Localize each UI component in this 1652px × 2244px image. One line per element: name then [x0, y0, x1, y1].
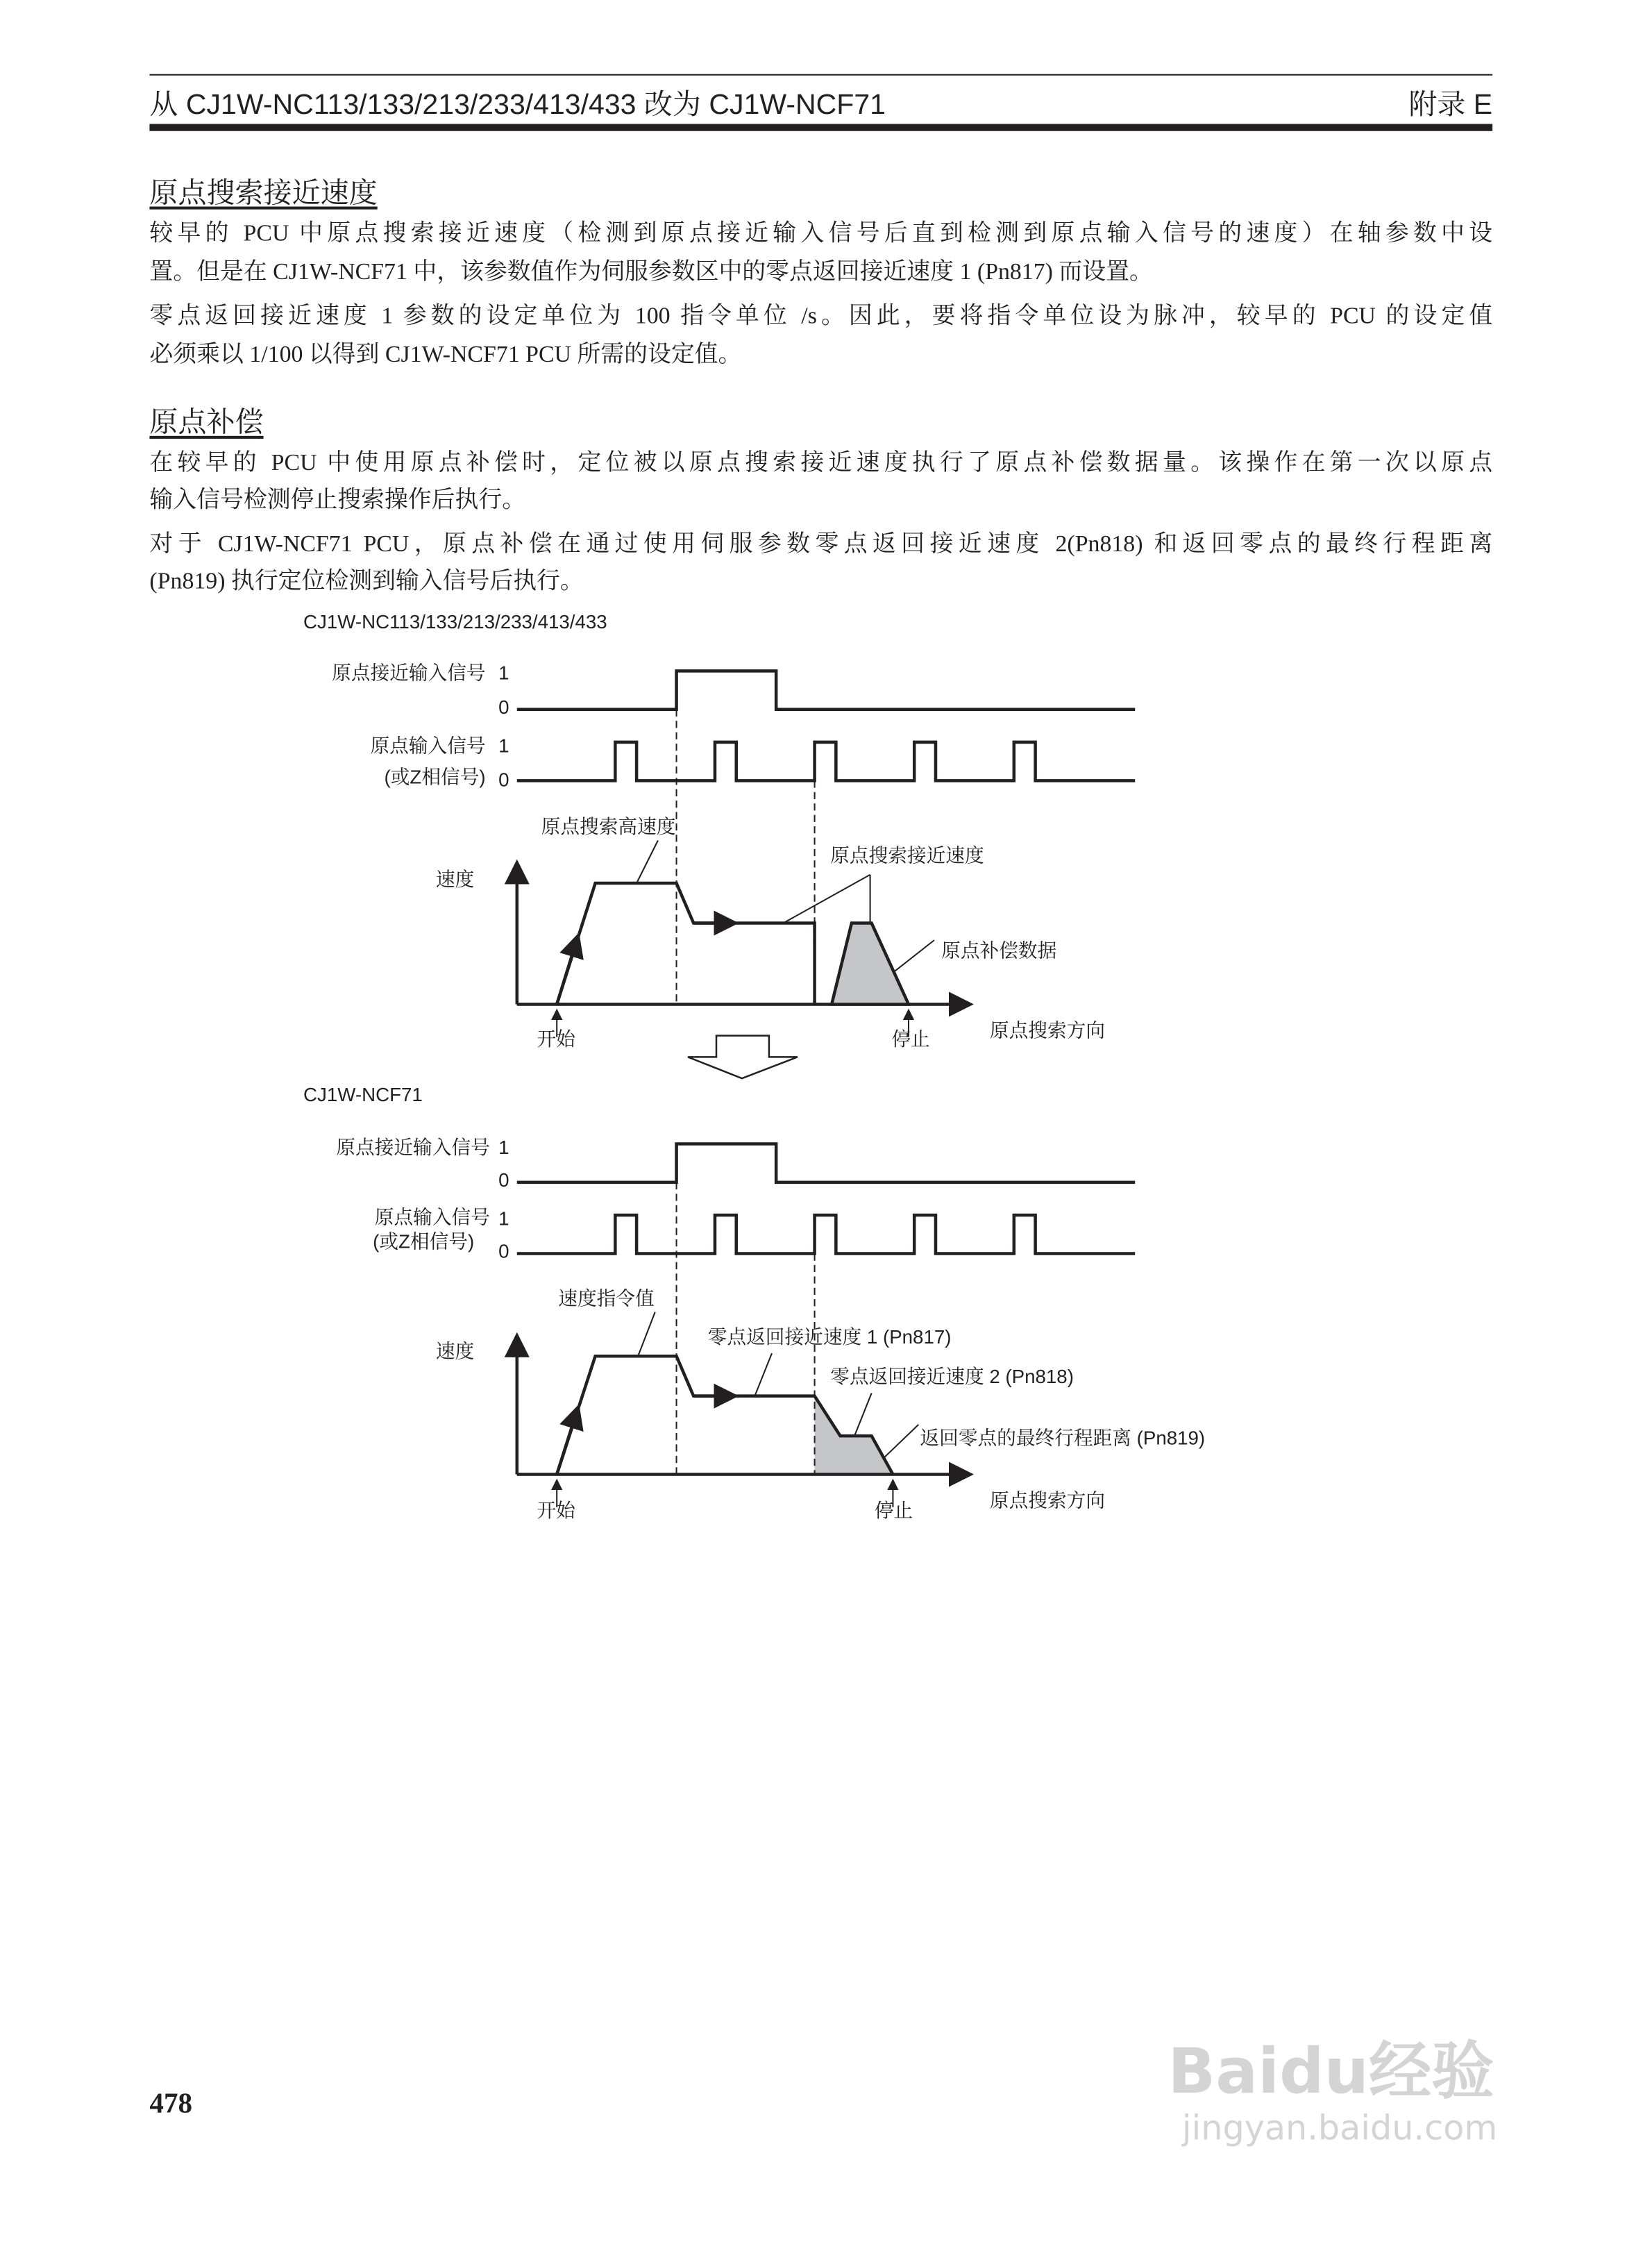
level-0: 0 [498, 769, 509, 791]
label-stop: 停止 [891, 1028, 930, 1050]
label-direction: 原点搜索方向 [989, 1489, 1106, 1512]
label-compensation: 原点补偿数据 [941, 939, 1057, 962]
label-start: 开始 [537, 1028, 575, 1050]
header-title: 从 CJ1W-NC113/133/213/233/413/433 改为 CJ1W-NCF71 [149, 90, 886, 122]
header-section: 附录 E [1408, 90, 1493, 122]
paragraph-line: 输入信号检测停止搜索操作后执行。 [149, 485, 526, 513]
label-speed: 速度 [435, 1340, 475, 1362]
label-speed: 速度 [435, 869, 475, 891]
label-origin-signal: 原点输入信号 [370, 735, 486, 757]
label-start: 开始 [537, 1500, 575, 1522]
label-pn817: 零点返回接近速度 1 (Pn817) [707, 1325, 952, 1348]
label-high-speed: 原点搜索高速度 [541, 816, 676, 838]
diagram2-title: CJ1W-NCF71 [303, 1083, 423, 1105]
label-direction: 原点搜索方向 [989, 1019, 1106, 1041]
paragraph-line: 较早的 PCU 中原点搜索接近速度（检测到原点接近输入信号后直到检测到原点输入信号的速度）在轴参数中设 [149, 219, 1493, 246]
heading-origin-compensation: 原点补偿 [149, 407, 264, 439]
paragraph-line: 在较早的 PCU 中使用原点补偿时，定位被以原点搜索接近速度执行了原点补偿数据量。该操作在第一次以原点 [149, 449, 1493, 476]
diagram1-title: CJ1W-NC113/133/213/233/413/433 [303, 610, 607, 633]
paragraph-line: (Pn819) 执行定位检测到输入信号后执行。 [149, 567, 584, 594]
speed-profile-1 [557, 883, 814, 1004]
level-0: 0 [498, 1169, 509, 1191]
label-z-phase: (或Z相信号) [384, 766, 486, 788]
label-proximity-signal: 原点接近输入信号 [332, 662, 486, 684]
level-1: 1 [498, 662, 509, 684]
level-0: 0 [498, 1240, 509, 1262]
down-arrow-icon [688, 1036, 798, 1079]
label-command-speed: 速度指令值 [558, 1287, 655, 1309]
origin-signal-2 [517, 1215, 1135, 1253]
label-approach-speed: 原点搜索接近速度 [830, 844, 984, 866]
proximity-signal-1 [517, 671, 1135, 709]
level-1: 1 [498, 1136, 509, 1158]
label-origin-signal: 原点输入信号 [374, 1206, 490, 1228]
watermark-url: jingyan.baidu.com [1181, 2108, 1498, 2148]
paragraph-line: 对于 CJ1W-NCF71 PCU，原点补偿在通过使用伺服参数零点返回接近速度 2(Pn818) 和返回零点的最终行程距离 [149, 530, 1493, 558]
heading-approach-speed: 原点搜索接近速度 [149, 178, 378, 210]
level-1: 1 [498, 1207, 509, 1230]
page-number: 478 [149, 2088, 192, 2120]
level-1: 1 [498, 735, 509, 757]
level-0: 0 [498, 696, 509, 718]
label-z-phase: (或Z相信号) [373, 1230, 475, 1253]
label-pn819: 返回零点的最终行程距离 (Pn819) [920, 1427, 1206, 1449]
label-pn818: 零点返回接近速度 2 (Pn818) [830, 1366, 1074, 1388]
paragraph-line: 必须乘以 1/100 以得到 CJ1W-NCF71 PCU 所需的设定值。 [149, 340, 742, 368]
paragraph-line: 零点返回接近速度 1 参数的设定单位为 100 指令单位 /s。因此，要将指令单位设为脉冲，较早的 PCU 的设定值 [149, 301, 1493, 329]
paragraph-line: 置。但是在 CJ1W-NCF71 中，该参数值作为伺服参数区中的零点返回接近速度 1 (Pn817) 而设置。 [149, 258, 1153, 285]
proximity-signal-2 [517, 1144, 1135, 1182]
label-proximity-signal: 原点接近输入信号 [336, 1136, 490, 1158]
label-stop: 停止 [874, 1500, 913, 1522]
compensation-area-1 [832, 923, 909, 1005]
origin-signal-1 [517, 742, 1135, 780]
watermark-logo: Baidu经验 [1168, 2035, 1494, 2109]
